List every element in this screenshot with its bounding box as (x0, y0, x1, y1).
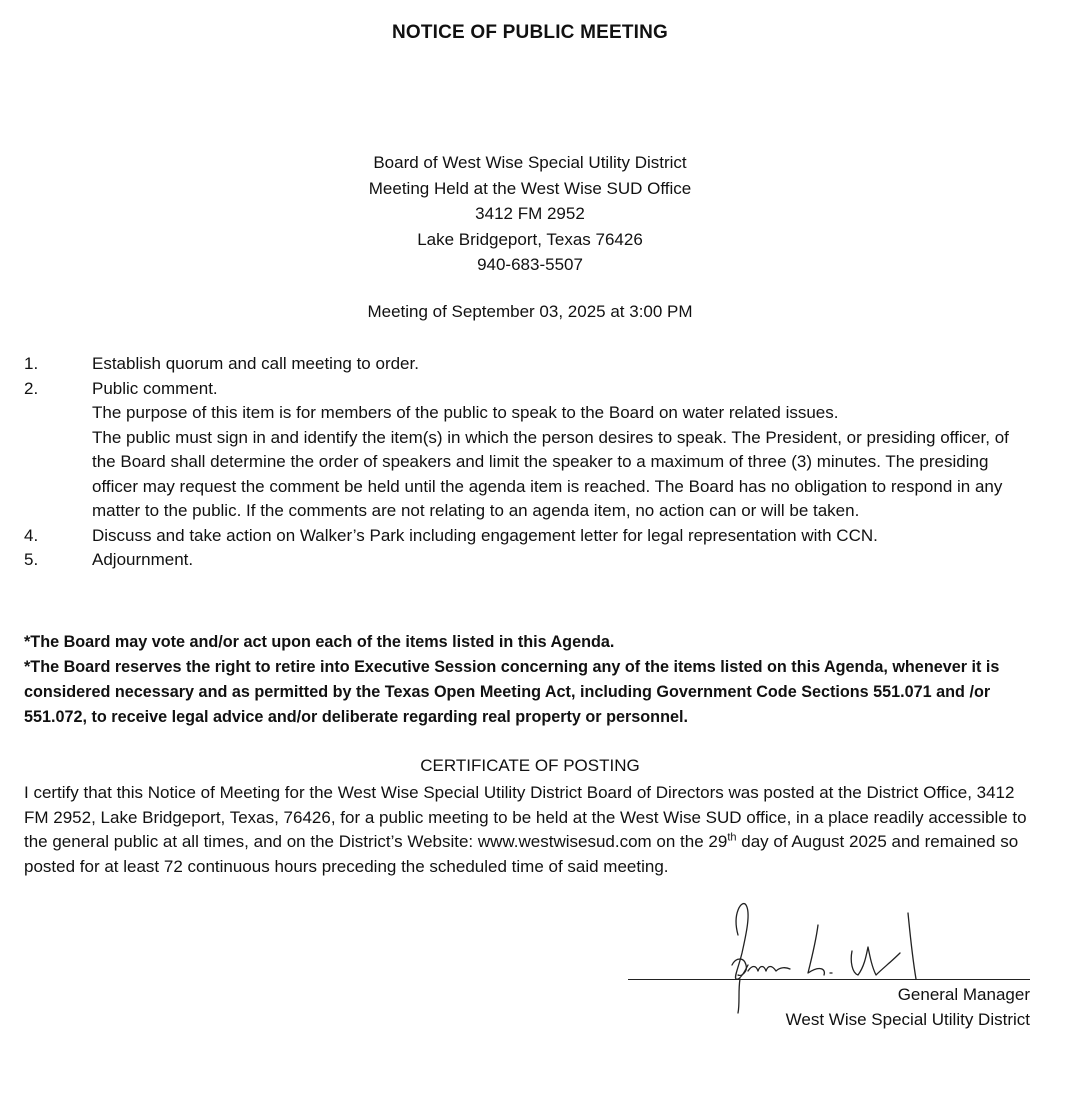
agenda-text: Adjournment. (92, 550, 194, 569)
agenda-subtext: The public must sign in and identify the item(s) in which the person desires to speak. The President, or presiding officer, of the Board shall determine the order of speakers and limit the speaker to a maximum of three (3) minutes. The presiding officer may request the comment be held until the agenda item is reached. The Board has no obligation to respond in any matter to the public. If the comments are not relating to an agenda item, no action can or will be taken. (92, 427, 1009, 520)
certificate-title: CERTIFICATE OF POSTING (420, 756, 640, 775)
signer-organization: West Wise Special Utility District (785, 1010, 1030, 1029)
signature-block (620, 895, 1040, 1045)
agenda-item (24, 524, 1034, 549)
agenda-text: Public comment. (92, 378, 218, 398)
header-street: 3412 FM 2952 (475, 204, 585, 223)
agenda-item (24, 352, 1034, 377)
note-vote: *The Board may vote and/or act upon each of the items listed in this Agenda. (24, 633, 615, 651)
agenda-item (24, 548, 1034, 573)
header-board-name: Board of West Wise Special Utility District (373, 153, 687, 172)
handwritten-signature (620, 895, 1040, 1025)
meeting-header (0, 150, 1060, 278)
agenda-subtext: The purpose of this item is for members of the public to speak to the Board on water related issues. (92, 403, 839, 422)
agenda-list (24, 352, 1034, 573)
header-phone: 940-683-5507 (477, 255, 583, 274)
certificate-text-part1: I certify that this Notice of Meeting for the West Wise Special Utility District Board of Directors was posted at the District Office, 3412 FM 2952, Lake Bridgeport, Texas, 76426, for a public meeting to be held at the West Wise SUD office, in a place readily accessible to the general public at all times, and on the District’s Website: www.westwisesud.com on the 29 (24, 783, 1027, 851)
signature-line (628, 979, 1030, 980)
certificate-body (24, 781, 1034, 879)
agenda-text: Discuss and take action on Walker’s Park including engagement letter for legal representation with CCN. (92, 525, 878, 545)
agenda-number: 2. (24, 378, 39, 398)
agenda-number: 1. (24, 354, 39, 373)
meeting-date: Meeting of September 03, 2025 at 3:00 PM (367, 302, 693, 321)
certificate-ordinal: th (727, 831, 737, 844)
header-city: Lake Bridgeport, Texas 76426 (417, 229, 643, 249)
signer-title: General Manager (897, 985, 1030, 1004)
agenda-number: 4. (24, 525, 39, 545)
agenda-number: 5. (24, 550, 39, 569)
agenda-text: Establish quorum and call meeting to order. (92, 354, 419, 373)
certificate-text-part2: day of August 2025 and remained so posted for at least 72 continuous hours preceding the scheduled time of said meeting. (24, 832, 1019, 876)
page-title: NOTICE OF PUBLIC MEETING (391, 22, 669, 43)
header-location: Meeting Held at the West Wise SUD Office (368, 178, 692, 198)
board-notes (24, 630, 1034, 730)
note-executive-session: *The Board reserves the right to retire into Executive Session concerning any of the items listed on this Agenda, whenever it is considered necessary and as permitted by the Texas Open Meeting Act, including Government Code Sections 551.071 and /or 551.072, to receive legal advice and/or deliberate regarding real property or personnel. (24, 658, 1000, 726)
agenda-item (24, 377, 1034, 402)
